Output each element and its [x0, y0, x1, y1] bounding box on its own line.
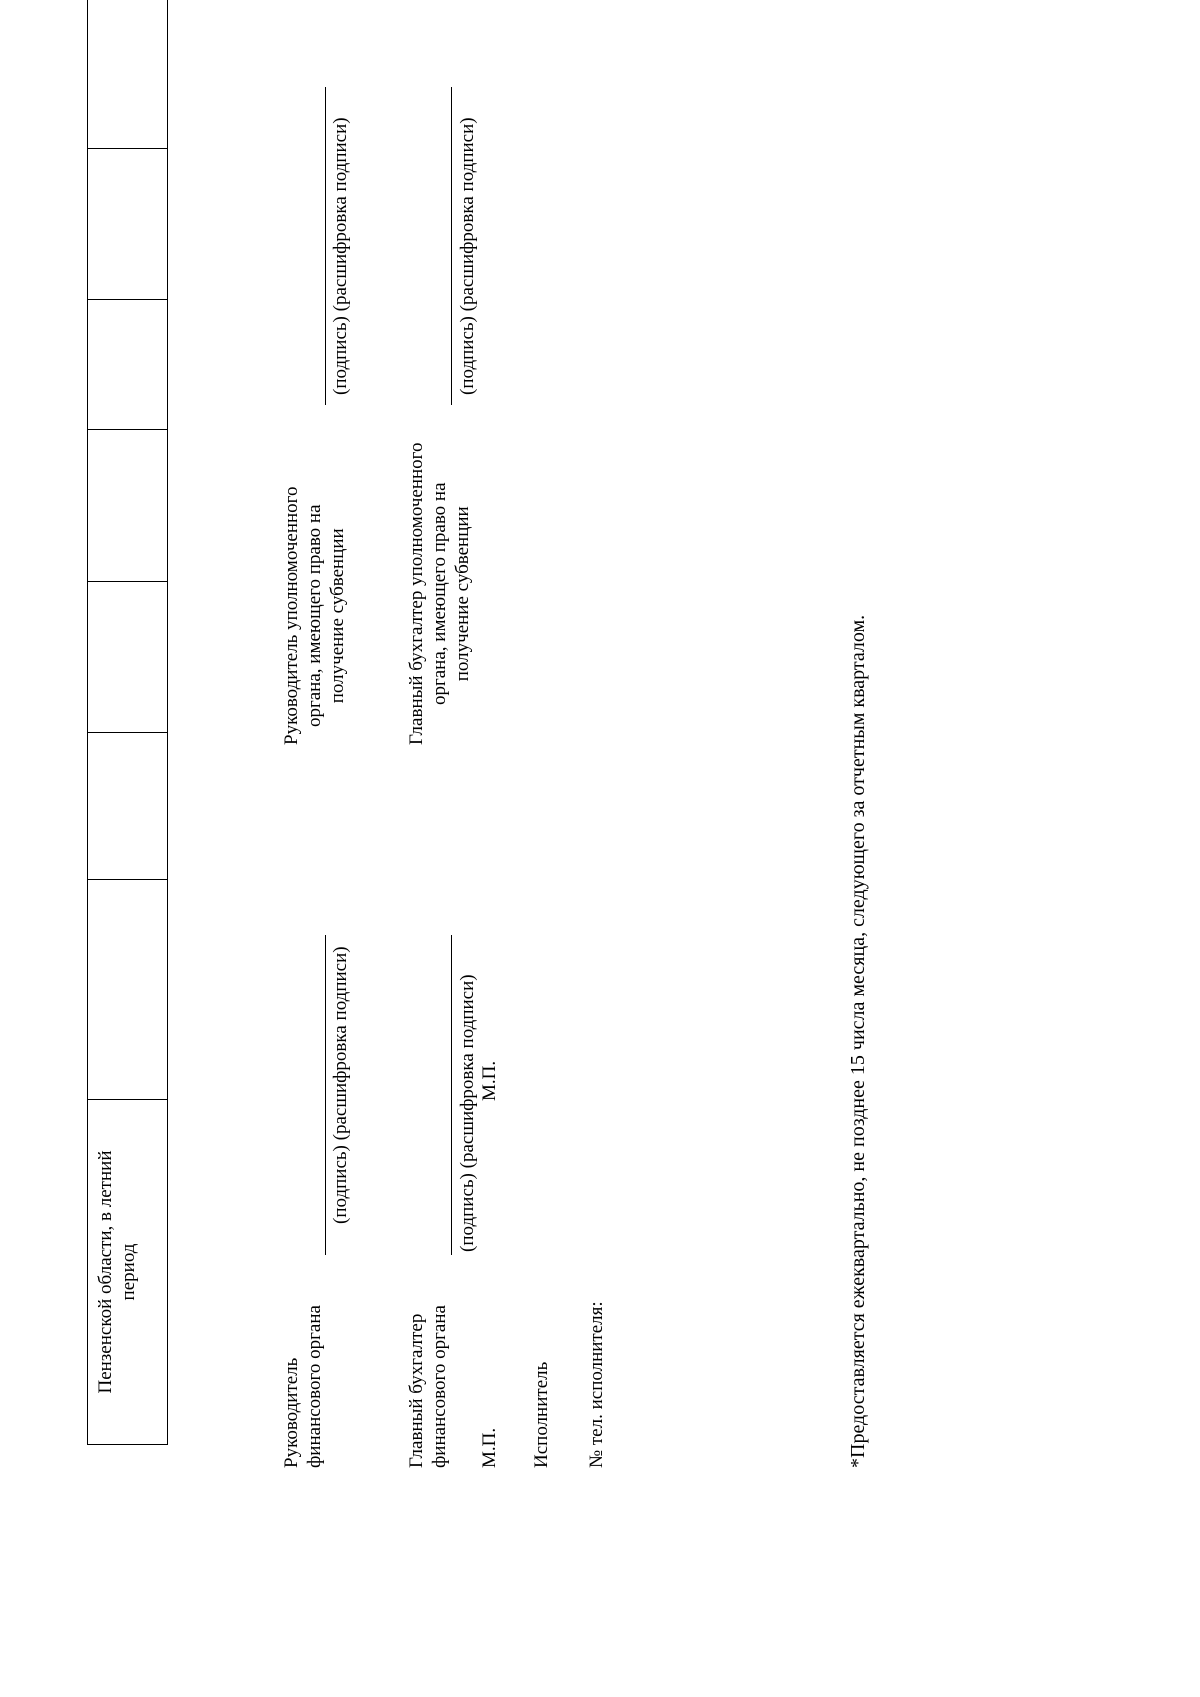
footnote: *Предоставляется ежеквартально, не позднее 15 числа месяца, следующего за отчетным кварталом.: [847, 614, 869, 1468]
right-head-label: Руководитель уполномоченного органа, имеющего право на получение субвенции: [281, 486, 348, 745]
table-cell-label-line-2: период: [118, 1243, 139, 1301]
table-cell-divider: [88, 429, 167, 430]
right-head-signature-line: [325, 87, 326, 405]
table-cell-label: [88, 1100, 167, 1444]
right-head-caption: (подпись) (расшифровка подписи): [330, 117, 351, 395]
right-accountant-caption: (подпись) (расшифровка подписи): [457, 117, 478, 395]
right-accountant-signature-line: [451, 87, 452, 405]
table-cell-divider: [88, 1099, 167, 1100]
left-accountant-signature-line: [451, 935, 452, 1255]
left-accountant-label: Главный бухгалтер финансового органа: [406, 1305, 450, 1468]
stamp-placeholder-left: М.П.: [479, 1427, 500, 1468]
table-cell-label-line-1: Пензенской области, в летний: [95, 1150, 116, 1394]
right-accountant-label: Главный бухгалтер уполномоченного органа, имеющего право на получение субвенции: [406, 442, 473, 745]
executor-phone-label: № тел. исполнителя:: [586, 1301, 607, 1468]
data-table-row: [87, 0, 168, 1445]
table-cell-divider: [88, 299, 167, 300]
left-accountant-caption: (подпись) (расшифровка подписи): [457, 974, 478, 1252]
stamp-placeholder-right: М.П.: [479, 1060, 500, 1101]
executor-label: Исполнитель: [531, 1361, 552, 1468]
table-cell-divider: [88, 879, 167, 880]
table-cell-divider: [88, 581, 167, 582]
left-head-label: Руководитель финансового органа: [281, 1305, 325, 1468]
left-head-signature-line: [325, 935, 326, 1255]
table-cell-divider: [88, 732, 167, 733]
table-cell-divider: [88, 148, 167, 149]
left-head-caption: (подпись) (расшифровка подписи): [330, 946, 351, 1224]
